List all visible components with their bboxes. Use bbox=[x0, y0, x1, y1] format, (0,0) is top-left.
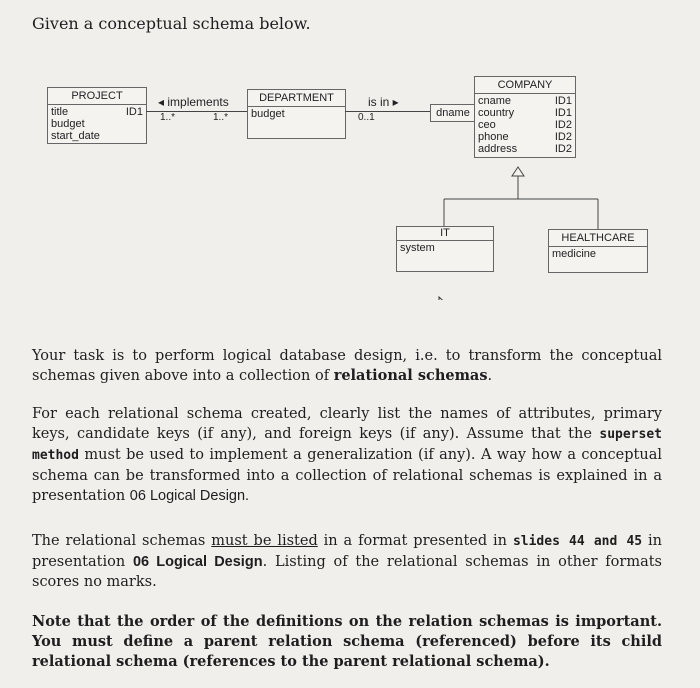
mouse-cursor-icon bbox=[439, 297, 451, 300]
company-attr-row: country ID1 bbox=[478, 107, 572, 119]
it-class bbox=[396, 226, 494, 272]
it-class-name: IT bbox=[397, 227, 493, 241]
task-paragraph-4: Note that the order of the definitions on the relation schemas is important. You must define a parent relation schema (referenced) before its child relational schema (references to the parent relational schema). bbox=[32, 613, 662, 670]
company-attr-row: address ID2 bbox=[478, 143, 572, 155]
healthcare-class bbox=[548, 229, 648, 273]
intro-text: Given a conceptual schema below. bbox=[32, 14, 311, 33]
task-paragraph-2: For each relational schema created, clearly list the names of attributes, primary keys, candidate keys (if any), and foreign keys (if any). Assume that the superset method must be used to implement a generalization (if any). A way how a conceptual schema can be transformed into a collection of relational schemas is explained in a presentation 06 Logical Design. bbox=[32, 406, 662, 504]
company-attr-row: ceo ID2 bbox=[478, 119, 572, 131]
task-paragraph-3: The relational schemas must be listed in a format presented in slides 44 and 45 in presentation 06 Logical Design. Listing of the relational schemas in other formats scores no marks. bbox=[32, 533, 663, 590]
generalization-triangle bbox=[512, 167, 524, 176]
department-class-name: DEPARTMENT bbox=[248, 90, 345, 107]
isin-mult: 0..1 bbox=[358, 112, 375, 123]
implements-left-mult: 1..* bbox=[160, 112, 176, 123]
company-attr-row: cname ID1 bbox=[478, 95, 572, 107]
healthcare-class-name: HEALTHCARE bbox=[549, 230, 647, 247]
project-attr-start-date: start_date bbox=[51, 130, 100, 142]
it-attr-system: system bbox=[400, 242, 435, 254]
project-attr-budget: budget bbox=[51, 118, 85, 130]
project-key-id1: ID1 bbox=[125, 106, 143, 118]
department-attr-budget: budget bbox=[251, 108, 285, 120]
task-paragraph-1: Your task is to perform logical database design, i.e. to transform the conceptual schemas given above into a collection of relational schemas. bbox=[32, 348, 662, 384]
implements-right-mult: 1..* bbox=[213, 112, 229, 123]
project-class-name: PROJECT bbox=[48, 88, 146, 105]
project-attr-title: title bbox=[51, 106, 69, 118]
isin-label: is in ▸ bbox=[368, 95, 399, 109]
healthcare-attr-medicine: medicine bbox=[552, 248, 597, 260]
company-attr-row: phone ID2 bbox=[478, 131, 572, 143]
implements-label: ◂ implements bbox=[158, 95, 229, 109]
dname-qualifier: dname bbox=[430, 104, 476, 122]
company-class-name: COMPANY bbox=[475, 77, 575, 94]
